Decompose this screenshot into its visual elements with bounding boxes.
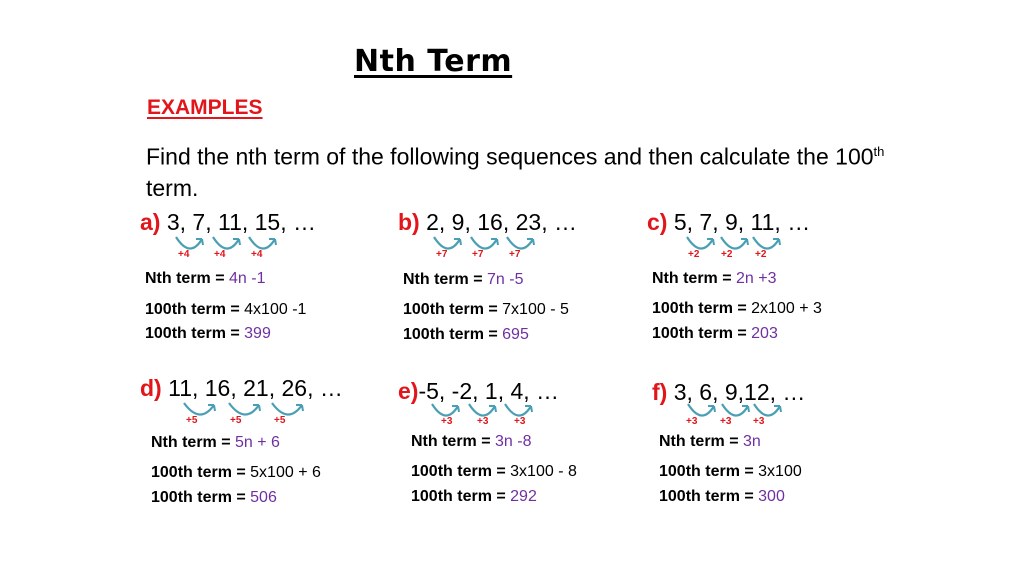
calculation-value: 4x100 -1 [244, 301, 307, 318]
nth-term-value: 4n -1 [229, 270, 266, 287]
hundredth-term-label: 100th term = [411, 463, 511, 480]
example-a-sequence: 3, 7, 11, 15, … [166, 209, 317, 235]
difference-label: +7 [509, 249, 521, 260]
calculation-value: 3x100 - 8 [510, 463, 577, 480]
difference-label: +5 [230, 415, 242, 426]
difference-label: +5 [186, 415, 198, 426]
nth-term-line [145, 270, 265, 288]
nth-term-line [659, 433, 761, 451]
calculation-line [403, 301, 569, 319]
example-e-sequence: -5, -2, 1, 4, … [418, 378, 560, 404]
difference-label: +3 [686, 416, 698, 427]
example-c-sequence: 5, 7, 9, 11, … [673, 209, 811, 235]
nth-term-label: Nth term = [411, 433, 496, 450]
hundredth-term-label: 100th term = [652, 300, 752, 317]
calculation-line [652, 300, 822, 318]
hundredth-term-label: 100th term = [151, 464, 251, 481]
difference-label: +2 [755, 249, 767, 260]
example-d-arrows [178, 397, 308, 423]
hundredth-term-label: 100th term = [403, 326, 503, 343]
calculation-line [659, 463, 802, 481]
calculation-value: 7x100 - 5 [502, 301, 569, 318]
example-c-letter: c) [647, 209, 668, 235]
calculation-line [145, 301, 306, 319]
example-d-letter: d) [140, 375, 162, 401]
nth-term-label: Nth term = [145, 270, 230, 287]
nth-term-value: 5n + 6 [235, 434, 280, 451]
example-b [398, 209, 638, 349]
example-d-sequence: 11, 16, 21, 26, … [168, 375, 343, 401]
calculation-line [151, 464, 321, 482]
nth-term-line [403, 271, 523, 289]
instructions-text-end: term. [146, 174, 199, 201]
instructions-superscript: th [873, 144, 885, 159]
nth-term-value: 3n [743, 433, 761, 450]
result-value: 695 [502, 326, 529, 343]
nth-term-line [411, 433, 531, 451]
hundredth-term-label: 100th term = [145, 325, 245, 342]
result-value: 292 [510, 488, 537, 505]
result-line [411, 488, 537, 506]
hundredth-term-label: 100th term = [403, 301, 503, 318]
result-line [652, 325, 778, 343]
example-a [140, 209, 380, 349]
calculation-value: 5x100 + 6 [250, 464, 321, 481]
nth-term-value: 2n +3 [736, 270, 777, 287]
example-c [647, 209, 887, 349]
difference-label: +3 [441, 416, 453, 427]
hundredth-term-label: 100th term = [151, 489, 251, 506]
result-line [403, 326, 529, 344]
hundredth-term-label: 100th term = [411, 488, 511, 505]
nth-term-line [151, 434, 280, 452]
instructions-text-main: Find the nth term of the following sequences and then calculate the 100 [146, 143, 874, 170]
result-value: 399 [244, 325, 271, 342]
example-a-letter: a) [140, 209, 161, 235]
difference-label: +3 [514, 416, 526, 427]
example-f-letter: f) [652, 379, 668, 405]
difference-label: +2 [688, 249, 700, 260]
example-e [398, 378, 638, 518]
result-value: 506 [250, 489, 277, 506]
hundredth-term-label: 100th term = [145, 301, 245, 318]
difference-label: +4 [178, 249, 190, 260]
example-f [652, 379, 892, 519]
difference-label: +4 [251, 249, 263, 260]
nth-term-label: Nth term = [652, 270, 737, 287]
difference-label: +2 [721, 249, 733, 260]
nth-term-value: 3n -8 [495, 433, 532, 450]
result-value: 203 [751, 325, 778, 342]
calculation-line [411, 463, 577, 481]
difference-label: +3 [720, 416, 732, 427]
nth-term-label: Nth term = [403, 271, 488, 288]
result-line [659, 488, 785, 506]
examples-heading: EXAMPLES [147, 96, 263, 119]
example-b-letter: b) [398, 209, 420, 235]
hundredth-term-label: 100th term = [652, 325, 752, 342]
example-e-letter: e) [398, 378, 419, 404]
example-f-arrows [682, 398, 792, 424]
difference-label: +3 [477, 416, 489, 427]
result-line [151, 489, 277, 507]
example-d [140, 375, 380, 515]
result-value: 300 [758, 488, 785, 505]
nth-term-line [652, 270, 777, 288]
difference-label: +7 [436, 249, 448, 260]
instructions-text [146, 136, 886, 204]
calculation-value: 3x100 [758, 463, 802, 480]
difference-label: +5 [274, 415, 286, 426]
difference-label: +3 [753, 416, 765, 427]
nth-term-label: Nth term = [151, 434, 236, 451]
result-line [145, 325, 271, 343]
page-title: Nth Term [354, 44, 513, 79]
example-b-sequence: 2, 9, 16, 23, … [426, 209, 577, 235]
nth-term-label: Nth term = [659, 433, 744, 450]
hundredth-term-label: 100th term = [659, 488, 759, 505]
nth-term-value: 7n -5 [487, 271, 524, 288]
hundredth-term-label: 100th term = [659, 463, 759, 480]
calculation-value: 2x100 + 3 [751, 300, 822, 317]
difference-label: +7 [472, 249, 484, 260]
difference-label: +4 [214, 249, 226, 260]
example-f-sequence: 3, 6, 9,12, … [673, 379, 806, 405]
